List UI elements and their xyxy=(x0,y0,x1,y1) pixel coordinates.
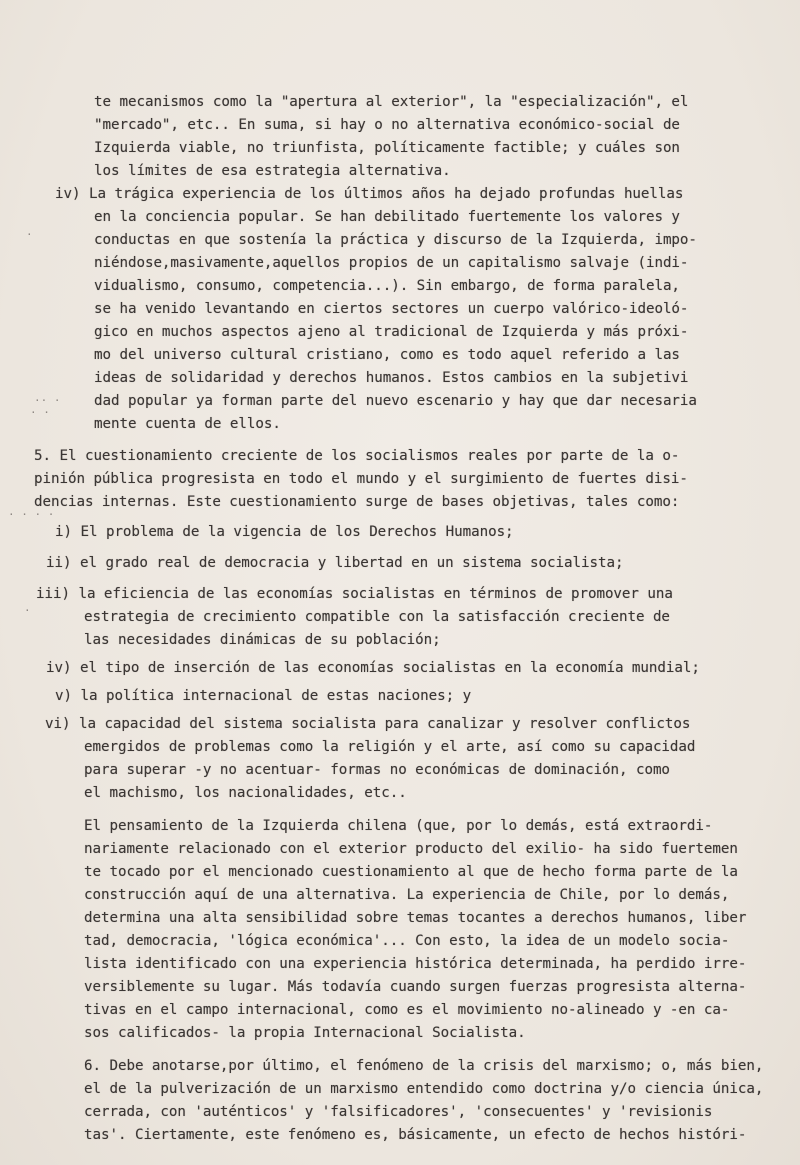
text-line: emergidos de problemas como la religión y el arte, así como su capacidad xyxy=(84,739,696,755)
text-line: iv) La trágica experiencia de los últimos años ha dejado profundas huellas xyxy=(55,186,684,202)
text-line: vi) la capacidad del sistema socialista para canalizar y resolver conflictos xyxy=(45,716,691,732)
text-line: construcción aquí de una alternativa. La experiencia de Chile, por lo demás, xyxy=(84,887,730,903)
text-line: cerrada, con 'auténticos' y 'falsificadores', 'consecuentes' y 'revisionis xyxy=(84,1104,713,1120)
text-line: te mecanismos como la "apertura al exterior", la "especialización", el xyxy=(94,94,689,110)
text-line: te tocado por el mencionado cuestionamiento al que de hecho forma parte de la xyxy=(84,864,738,880)
text-line: lista identificado con una experiencia histórica determinada, ha perdido irre- xyxy=(84,956,747,972)
text-line: las necesidades dinámicas de su población; xyxy=(84,632,441,648)
text-line: tas'. Ciertamente, este fenómeno es, básicamente, un efecto de hechos históri- xyxy=(84,1127,747,1143)
text-line: ii) el grado real de democracia y libertad en un sistema socialista; xyxy=(46,555,624,571)
text-line: Izquierda viable, no triunfista, políticamente factible; y cuáles son xyxy=(94,140,680,156)
text-line: nariamente relacionado con el exterior producto del exilio- ha sido fuertemen xyxy=(84,841,738,857)
text-line: 5. El cuestionamiento creciente de los socialismos reales por parte de la o- xyxy=(34,448,680,464)
text-line: tad, democracia, 'lógica económica'... Con esto, la idea de un modelo socia- xyxy=(84,933,730,949)
text-line: el machismo, los nacionalidades, etc.. xyxy=(84,785,407,801)
text-line: ideas de solidaridad y derechos humanos. Estos cambios en la subjetivi xyxy=(94,370,689,386)
text-line: El pensamiento de la Izquierda chilena (que, por lo demás, está extraordi- xyxy=(84,818,713,834)
text-line: para superar -y no acentuar- formas no económicas de dominación, como xyxy=(84,762,670,778)
text-line: tivas en el campo internacional, como es el movimiento no-alineado y -en ca- xyxy=(84,1002,730,1018)
scan-speck: · · · · xyxy=(8,508,55,521)
text-line: estrategia de crecimiento compatible con la satisfacción creciente de xyxy=(84,609,670,625)
scan-speck: · xyxy=(26,228,33,241)
text-line: mente cuenta de ellos. xyxy=(94,416,281,432)
scan-speck: ·· · xyxy=(34,394,61,407)
text-line: el de la pulverización de un marxismo entendido como doctrina y/o ciencia única, xyxy=(84,1081,764,1097)
text-line: dencias internas. Este cuestionamiento surge de bases objetivas, tales como: xyxy=(34,494,680,510)
text-line: los límites de esa estrategia alternativa. xyxy=(94,163,451,179)
text-line: vidualismo, consumo, competencia...). Sin embargo, de forma paralela, xyxy=(94,278,680,294)
text-line: niéndose,masivamente,aquellos propios de un capitalismo salvaje (indi- xyxy=(94,255,689,271)
text-line: conductas en que sostenía la práctica y discurso de la Izquierda, impo- xyxy=(94,232,697,248)
text-line: gico en muchos aspectos ajeno al tradicional de Izquierda y más próxi- xyxy=(94,324,689,340)
text-line: sos calificados- la propia Internacional Socialista. xyxy=(84,1025,526,1041)
text-line: mo del universo cultural cristiano, como es todo aquel referido a las xyxy=(94,347,680,363)
text-line: i) El problema de la vigencia de los Derechos Humanos; xyxy=(55,524,514,540)
text-line: pinión pública progresista en todo el mundo y el surgimiento de fuertes disi- xyxy=(34,471,688,487)
show-through-text xyxy=(60,38,780,84)
scan-speck: · · xyxy=(30,406,50,419)
text-line: 6. Debe anotarse,por último, el fenómeno de la crisis del marxismo; o, más bien, xyxy=(84,1058,764,1074)
text-line: "mercado", etc.. En suma, si hay o no alternativa económico-social de xyxy=(94,117,680,133)
text-line: se ha venido levantando en ciertos sectores un cuerpo valórico-ideoló- xyxy=(94,301,689,317)
text-line: versiblemente su lugar. Más todavía cuando surgen fuerzas progresista alterna- xyxy=(84,979,747,995)
text-line: determina una alta sensibilidad sobre temas tocantes a derechos humanos, liber xyxy=(84,910,747,926)
text-line: en la conciencia popular. Se han debilitado fuertemente los valores y xyxy=(94,209,680,225)
text-line: dad popular ya forman parte del nuevo escenario y hay que dar necesaria xyxy=(94,393,697,409)
text-line: iii) la eficiencia de las economías socialistas en términos de promover una xyxy=(36,586,673,602)
scan-speck: · xyxy=(24,604,31,617)
text-line: iv) el tipo de inserción de las economías socialistas en la economía mundial; xyxy=(46,660,700,676)
text-line: v) la política internacional de estas naciones; y xyxy=(55,688,472,704)
